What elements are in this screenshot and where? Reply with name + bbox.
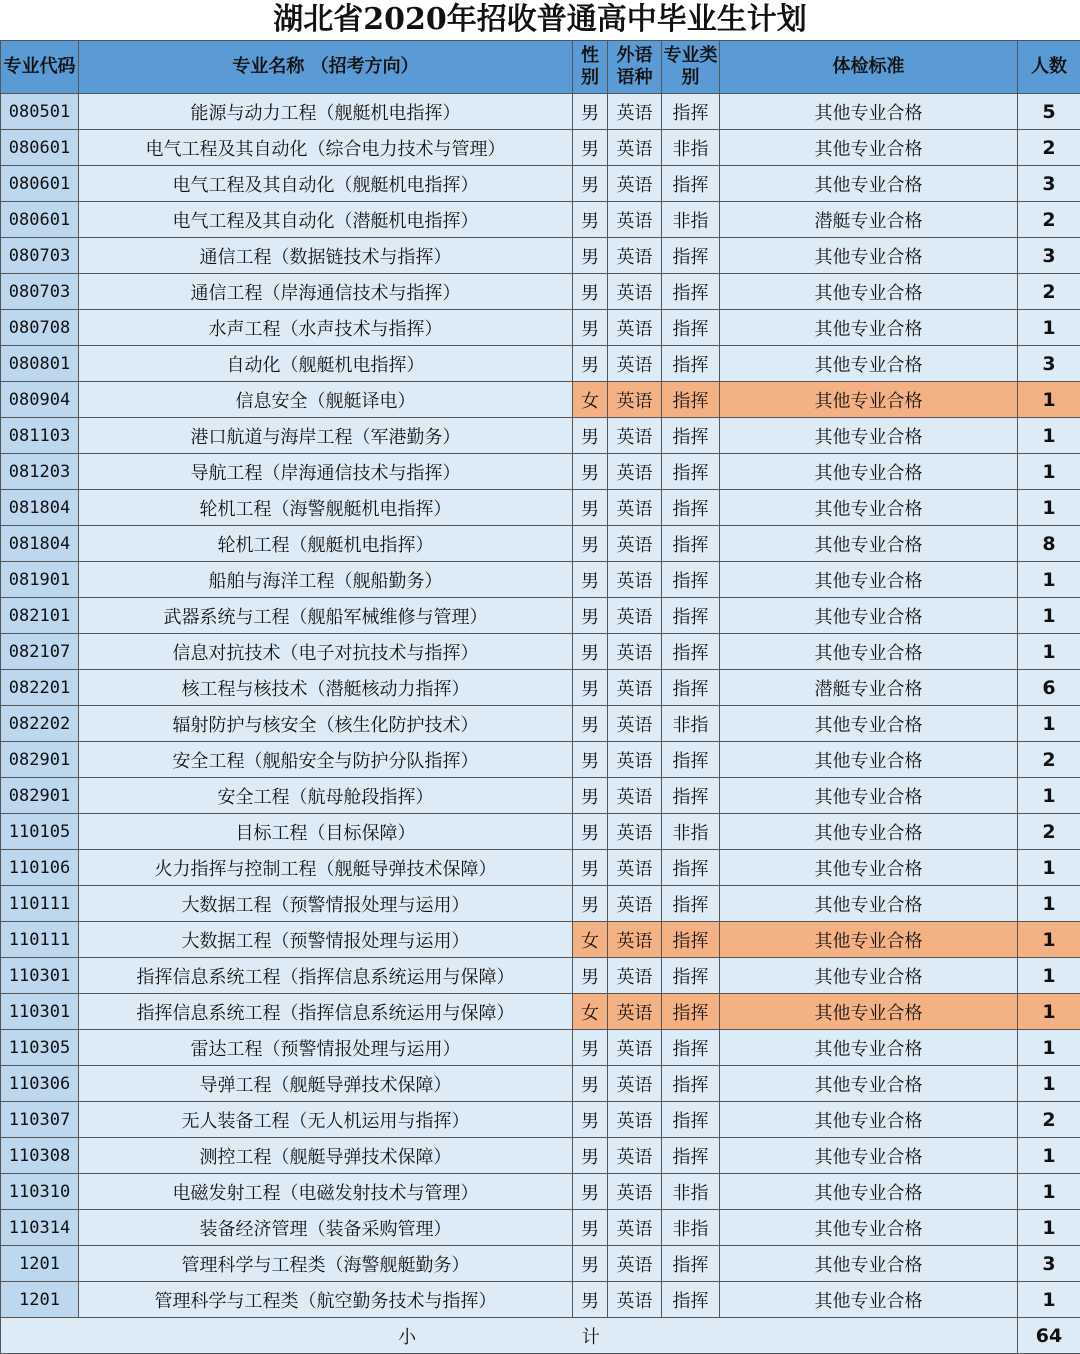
cell-count: 1	[1018, 1030, 1080, 1066]
cell-code: 082202	[1, 706, 79, 742]
cell-physical-standard: 其他专业合格	[720, 994, 1018, 1030]
cell-category: 指挥	[662, 1066, 720, 1102]
cell-category: 指挥	[662, 850, 720, 886]
cell-gender: 男	[573, 1066, 608, 1102]
table-row	[1, 670, 1080, 706]
cell-gender: 男	[573, 346, 608, 382]
table-row	[1, 94, 1080, 130]
cell-language: 英语	[608, 454, 662, 490]
cell-count: 3	[1018, 166, 1080, 202]
cell-gender: 男	[573, 526, 608, 562]
cell-count: 1	[1018, 994, 1080, 1030]
cell-code: 110307	[1, 1102, 79, 1138]
cell-code: 082901	[1, 778, 79, 814]
cell-category: 指挥	[662, 1138, 720, 1174]
cell-physical-standard: 其他专业合格	[720, 490, 1018, 526]
cell-name: 电气工程及其自动化（综合电力技术与管理）	[79, 130, 573, 166]
cell-gender: 男	[573, 742, 608, 778]
cell-count: 3	[1018, 1246, 1080, 1282]
cell-physical-standard: 其他专业合格	[720, 886, 1018, 922]
cell-gender: 男	[573, 202, 608, 238]
cell-name: 火力指挥与控制工程（舰艇导弹技术保障）	[79, 850, 573, 886]
header-gender: 性别	[573, 41, 608, 94]
table-row	[1, 310, 1080, 346]
cell-gender: 男	[573, 1210, 608, 1246]
cell-category: 指挥	[662, 922, 720, 958]
cell-category: 指挥	[662, 994, 720, 1030]
cell-physical-standard: 其他专业合格	[720, 418, 1018, 454]
cell-code: 1201	[1, 1246, 79, 1282]
cell-physical-standard: 其他专业合格	[720, 1210, 1018, 1246]
table-row	[1, 238, 1080, 274]
table-row	[1, 202, 1080, 238]
cell-code: 080708	[1, 310, 79, 346]
cell-count: 1	[1018, 1174, 1080, 1210]
cell-name: 核工程与核技术（潜艇核动力指挥）	[79, 670, 573, 706]
cell-name: 信息对抗技术（电子对抗技术与指挥）	[79, 634, 573, 670]
cell-category: 指挥	[662, 166, 720, 202]
cell-count: 2	[1018, 274, 1080, 310]
cell-name: 大数据工程（预警情报处理与运用）	[79, 922, 573, 958]
cell-gender: 男	[573, 1138, 608, 1174]
cell-name: 电磁发射工程（电磁发射技术与管理）	[79, 1174, 573, 1210]
cell-count: 5	[1018, 94, 1080, 130]
cell-gender: 男	[573, 166, 608, 202]
cell-category: 指挥	[662, 1102, 720, 1138]
cell-category: 非指	[662, 706, 720, 742]
cell-gender: 男	[573, 670, 608, 706]
cell-physical-standard: 其他专业合格	[720, 958, 1018, 994]
cell-category: 指挥	[662, 562, 720, 598]
cell-language: 英语	[608, 166, 662, 202]
cell-category: 指挥	[662, 274, 720, 310]
cell-language: 英语	[608, 598, 662, 634]
table-row	[1, 166, 1080, 202]
cell-language: 英语	[608, 742, 662, 778]
cell-language: 英语	[608, 1066, 662, 1102]
cell-code: 110301	[1, 958, 79, 994]
subtotal-value: 64	[1018, 1318, 1080, 1354]
cell-code: 080703	[1, 238, 79, 274]
header-physical-standard: 体检标准	[720, 41, 1018, 94]
cell-count: 1	[1018, 850, 1080, 886]
cell-gender: 男	[573, 778, 608, 814]
cell-name: 安全工程（航母舱段指挥）	[79, 778, 573, 814]
cell-gender: 男	[573, 94, 608, 130]
cell-code: 080703	[1, 274, 79, 310]
cell-name: 通信工程（数据链技术与指挥）	[79, 238, 573, 274]
cell-count: 1	[1018, 778, 1080, 814]
table-row	[1, 562, 1080, 598]
table-row	[1, 1282, 1080, 1318]
table-row	[1, 382, 1080, 418]
cell-physical-standard: 其他专业合格	[720, 562, 1018, 598]
table-body	[1, 94, 1080, 1318]
cell-count: 1	[1018, 1210, 1080, 1246]
cell-language: 英语	[608, 1174, 662, 1210]
cell-category: 指挥	[662, 1246, 720, 1282]
cell-count: 1	[1018, 454, 1080, 490]
header-name: 专业名称 （招考方向）	[79, 41, 573, 94]
cell-count: 1	[1018, 706, 1080, 742]
cell-gender: 男	[573, 850, 608, 886]
cell-code: 110111	[1, 922, 79, 958]
table-row	[1, 922, 1080, 958]
subtotal-row	[1, 1318, 1080, 1354]
cell-physical-standard: 其他专业合格	[720, 130, 1018, 166]
cell-gender: 男	[573, 634, 608, 670]
table-row	[1, 418, 1080, 454]
cell-physical-standard: 其他专业合格	[720, 238, 1018, 274]
cell-count: 1	[1018, 1138, 1080, 1174]
cell-count: 1	[1018, 490, 1080, 526]
cell-language: 英语	[608, 94, 662, 130]
cell-category: 非指	[662, 1174, 720, 1210]
cell-gender: 男	[573, 1282, 608, 1318]
cell-category: 指挥	[662, 418, 720, 454]
cell-language: 英语	[608, 1210, 662, 1246]
cell-gender: 男	[573, 454, 608, 490]
cell-language: 英语	[608, 238, 662, 274]
cell-gender: 男	[573, 130, 608, 166]
cell-name: 指挥信息系统工程（指挥信息系统运用与保障）	[79, 994, 573, 1030]
cell-physical-standard: 其他专业合格	[720, 274, 1018, 310]
cell-code: 080601	[1, 130, 79, 166]
cell-count: 1	[1018, 382, 1080, 418]
cell-code: 110310	[1, 1174, 79, 1210]
cell-physical-standard: 其他专业合格	[720, 166, 1018, 202]
cell-language: 英语	[608, 778, 662, 814]
cell-language: 英语	[608, 1102, 662, 1138]
cell-gender: 女	[573, 994, 608, 1030]
cell-language: 英语	[608, 130, 662, 166]
cell-physical-standard: 其他专业合格	[720, 706, 1018, 742]
cell-category: 指挥	[662, 598, 720, 634]
cell-language: 英语	[608, 1138, 662, 1174]
cell-category: 指挥	[662, 346, 720, 382]
cell-code: 081804	[1, 526, 79, 562]
table-row	[1, 706, 1080, 742]
table-row	[1, 778, 1080, 814]
cell-language: 英语	[608, 418, 662, 454]
cell-name: 装备经济管理（装备采购管理）	[79, 1210, 573, 1246]
cell-name: 能源与动力工程（舰艇机电指挥）	[79, 94, 573, 130]
cell-language: 英语	[608, 346, 662, 382]
cell-language: 英语	[608, 562, 662, 598]
cell-code: 081103	[1, 418, 79, 454]
cell-gender: 男	[573, 814, 608, 850]
table-row	[1, 814, 1080, 850]
cell-count: 3	[1018, 346, 1080, 382]
cell-language: 英语	[608, 706, 662, 742]
cell-count: 1	[1018, 634, 1080, 670]
cell-language: 英语	[608, 1246, 662, 1282]
cell-category: 指挥	[662, 742, 720, 778]
cell-code: 110306	[1, 1066, 79, 1102]
cell-language: 英语	[608, 994, 662, 1030]
table-row	[1, 634, 1080, 670]
cell-count: 2	[1018, 1102, 1080, 1138]
cell-name: 武器系统与工程（舰船军械维修与管理）	[79, 598, 573, 634]
cell-category: 指挥	[662, 526, 720, 562]
cell-count: 8	[1018, 526, 1080, 562]
cell-name: 电气工程及其自动化（潜艇机电指挥）	[79, 202, 573, 238]
table-row	[1, 346, 1080, 382]
cell-gender: 男	[573, 274, 608, 310]
cell-gender: 男	[573, 706, 608, 742]
enrollment-plan-table	[0, 40, 1080, 1354]
cell-physical-standard: 其他专业合格	[720, 346, 1018, 382]
cell-count: 6	[1018, 670, 1080, 706]
cell-gender: 男	[573, 310, 608, 346]
cell-code: 110301	[1, 994, 79, 1030]
cell-category: 指挥	[662, 382, 720, 418]
cell-language: 英语	[608, 1030, 662, 1066]
cell-count: 2	[1018, 742, 1080, 778]
cell-name: 管理科学与工程类（航空勤务技术与指挥）	[79, 1282, 573, 1318]
cell-name: 导航工程（岸海通信技术与指挥）	[79, 454, 573, 490]
cell-name: 水声工程（水声技术与指挥）	[79, 310, 573, 346]
cell-gender: 男	[573, 490, 608, 526]
cell-name: 轮机工程（海警舰艇机电指挥）	[79, 490, 573, 526]
table-row	[1, 958, 1080, 994]
cell-language: 英语	[608, 526, 662, 562]
cell-physical-standard: 潜艇专业合格	[720, 670, 1018, 706]
cell-language: 英语	[608, 886, 662, 922]
cell-count: 1	[1018, 922, 1080, 958]
cell-language: 英语	[608, 634, 662, 670]
cell-physical-standard: 其他专业合格	[720, 1246, 1018, 1282]
cell-category: 指挥	[662, 778, 720, 814]
cell-code: 082101	[1, 598, 79, 634]
cell-name: 安全工程（舰船安全与防护分队指挥）	[79, 742, 573, 778]
cell-code: 080601	[1, 166, 79, 202]
cell-name: 指挥信息系统工程（指挥信息系统运用与保障）	[79, 958, 573, 994]
table-row	[1, 850, 1080, 886]
cell-language: 英语	[608, 922, 662, 958]
cell-physical-standard: 其他专业合格	[720, 742, 1018, 778]
cell-physical-standard: 其他专业合格	[720, 526, 1018, 562]
page-title: 湖北省2020年招收普通高中毕业生计划	[0, 0, 1080, 40]
cell-language: 英语	[608, 958, 662, 994]
cell-physical-standard: 其他专业合格	[720, 382, 1018, 418]
cell-gender: 女	[573, 382, 608, 418]
table-row	[1, 1102, 1080, 1138]
cell-language: 英语	[608, 382, 662, 418]
cell-count: 1	[1018, 598, 1080, 634]
cell-count: 1	[1018, 562, 1080, 598]
header-category: 专业类别	[662, 41, 720, 94]
cell-code: 110305	[1, 1030, 79, 1066]
cell-name: 辐射防护与核安全（核生化防护技术）	[79, 706, 573, 742]
cell-name: 信息安全（舰艇译电）	[79, 382, 573, 418]
table-row	[1, 1030, 1080, 1066]
cell-code: 110106	[1, 850, 79, 886]
cell-language: 英语	[608, 814, 662, 850]
cell-name: 港口航道与海岸工程（军港勤务）	[79, 418, 573, 454]
cell-code: 080801	[1, 346, 79, 382]
cell-category: 指挥	[662, 1282, 720, 1318]
table-row	[1, 1246, 1080, 1282]
cell-category: 指挥	[662, 886, 720, 922]
cell-physical-standard: 其他专业合格	[720, 94, 1018, 130]
cell-physical-standard: 其他专业合格	[720, 814, 1018, 850]
subtotal-label	[1, 1318, 1018, 1354]
cell-physical-standard: 潜艇专业合格	[720, 202, 1018, 238]
cell-category: 非指	[662, 202, 720, 238]
cell-category: 指挥	[662, 238, 720, 274]
table-row	[1, 1210, 1080, 1246]
cell-name: 目标工程（目标保障）	[79, 814, 573, 850]
cell-code: 080601	[1, 202, 79, 238]
cell-count: 2	[1018, 130, 1080, 166]
table-row	[1, 886, 1080, 922]
cell-language: 英语	[608, 274, 662, 310]
cell-language: 英语	[608, 670, 662, 706]
cell-code: 1201	[1, 1282, 79, 1318]
table-row	[1, 1138, 1080, 1174]
cell-category: 指挥	[662, 1030, 720, 1066]
cell-physical-standard: 其他专业合格	[720, 1282, 1018, 1318]
cell-category: 指挥	[662, 634, 720, 670]
cell-name: 测控工程（舰艇导弹技术保障）	[79, 1138, 573, 1174]
cell-physical-standard: 其他专业合格	[720, 598, 1018, 634]
cell-count: 2	[1018, 814, 1080, 850]
cell-physical-standard: 其他专业合格	[720, 310, 1018, 346]
cell-name: 大数据工程（预警情报处理与运用）	[79, 886, 573, 922]
cell-gender: 男	[573, 598, 608, 634]
cell-physical-standard: 其他专业合格	[720, 454, 1018, 490]
cell-code: 080501	[1, 94, 79, 130]
cell-code: 110314	[1, 1210, 79, 1246]
cell-category: 非指	[662, 130, 720, 166]
cell-category: 指挥	[662, 958, 720, 994]
cell-name: 管理科学与工程类（海警舰艇勤务）	[79, 1246, 573, 1282]
cell-name: 导弹工程（舰艇导弹技术保障）	[79, 1066, 573, 1102]
cell-language: 英语	[608, 850, 662, 886]
cell-count: 1	[1018, 958, 1080, 994]
cell-category: 指挥	[662, 454, 720, 490]
cell-gender: 男	[573, 238, 608, 274]
cell-count: 2	[1018, 202, 1080, 238]
cell-gender: 男	[573, 418, 608, 454]
cell-name: 通信工程（岸海通信技术与指挥）	[79, 274, 573, 310]
table-row	[1, 526, 1080, 562]
cell-language: 英语	[608, 202, 662, 238]
table-row	[1, 454, 1080, 490]
cell-code: 080904	[1, 382, 79, 418]
cell-gender: 男	[573, 1030, 608, 1066]
table-row	[1, 994, 1080, 1030]
cell-code: 082201	[1, 670, 79, 706]
cell-physical-standard: 其他专业合格	[720, 1174, 1018, 1210]
cell-name: 自动化（舰艇机电指挥）	[79, 346, 573, 382]
cell-gender: 男	[573, 1174, 608, 1210]
cell-name: 雷达工程（预警情报处理与运用）	[79, 1030, 573, 1066]
cell-code: 081203	[1, 454, 79, 490]
cell-count: 3	[1018, 238, 1080, 274]
cell-name: 轮机工程（舰艇机电指挥）	[79, 526, 573, 562]
cell-count: 1	[1018, 310, 1080, 346]
cell-category: 指挥	[662, 670, 720, 706]
cell-gender: 男	[573, 1102, 608, 1138]
cell-name: 无人装备工程（无人机运用与指挥）	[79, 1102, 573, 1138]
cell-name: 电气工程及其自动化（舰艇机电指挥）	[79, 166, 573, 202]
cell-code: 110111	[1, 886, 79, 922]
cell-category: 指挥	[662, 490, 720, 526]
cell-physical-standard: 其他专业合格	[720, 778, 1018, 814]
cell-code: 110308	[1, 1138, 79, 1174]
cell-category: 非指	[662, 814, 720, 850]
table-header-row	[1, 41, 1080, 94]
cell-count: 1	[1018, 1282, 1080, 1318]
cell-category: 指挥	[662, 94, 720, 130]
cell-language: 英语	[608, 310, 662, 346]
cell-gender: 男	[573, 958, 608, 994]
cell-gender: 男	[573, 1246, 608, 1282]
subtotal-label-left: 小	[398, 1327, 416, 1348]
cell-code: 110105	[1, 814, 79, 850]
cell-physical-standard: 其他专业合格	[720, 1030, 1018, 1066]
table-row	[1, 274, 1080, 310]
header-code: 专业代码	[1, 41, 79, 94]
cell-count: 1	[1018, 418, 1080, 454]
table-row	[1, 598, 1080, 634]
cell-gender: 女	[573, 922, 608, 958]
cell-physical-standard: 其他专业合格	[720, 850, 1018, 886]
cell-category: 非指	[662, 1210, 720, 1246]
cell-code: 082901	[1, 742, 79, 778]
table-row	[1, 490, 1080, 526]
table-row	[1, 742, 1080, 778]
cell-gender: 男	[573, 562, 608, 598]
subtotal-label-right: 计	[582, 1327, 600, 1348]
cell-physical-standard: 其他专业合格	[720, 1138, 1018, 1174]
cell-code: 082107	[1, 634, 79, 670]
table-row	[1, 130, 1080, 166]
cell-category: 指挥	[662, 310, 720, 346]
table-row	[1, 1174, 1080, 1210]
cell-physical-standard: 其他专业合格	[720, 634, 1018, 670]
cell-language: 英语	[608, 1282, 662, 1318]
header-language: 外语语种	[608, 41, 662, 94]
cell-code: 081804	[1, 490, 79, 526]
cell-language: 英语	[608, 490, 662, 526]
cell-physical-standard: 其他专业合格	[720, 1102, 1018, 1138]
cell-physical-standard: 其他专业合格	[720, 922, 1018, 958]
header-count: 人数	[1018, 41, 1080, 94]
table-row	[1, 1066, 1080, 1102]
cell-gender: 男	[573, 886, 608, 922]
cell-count: 1	[1018, 886, 1080, 922]
cell-code: 081901	[1, 562, 79, 598]
cell-name: 船舶与海洋工程（舰船勤务）	[79, 562, 573, 598]
cell-physical-standard: 其他专业合格	[720, 1066, 1018, 1102]
cell-count: 1	[1018, 1066, 1080, 1102]
